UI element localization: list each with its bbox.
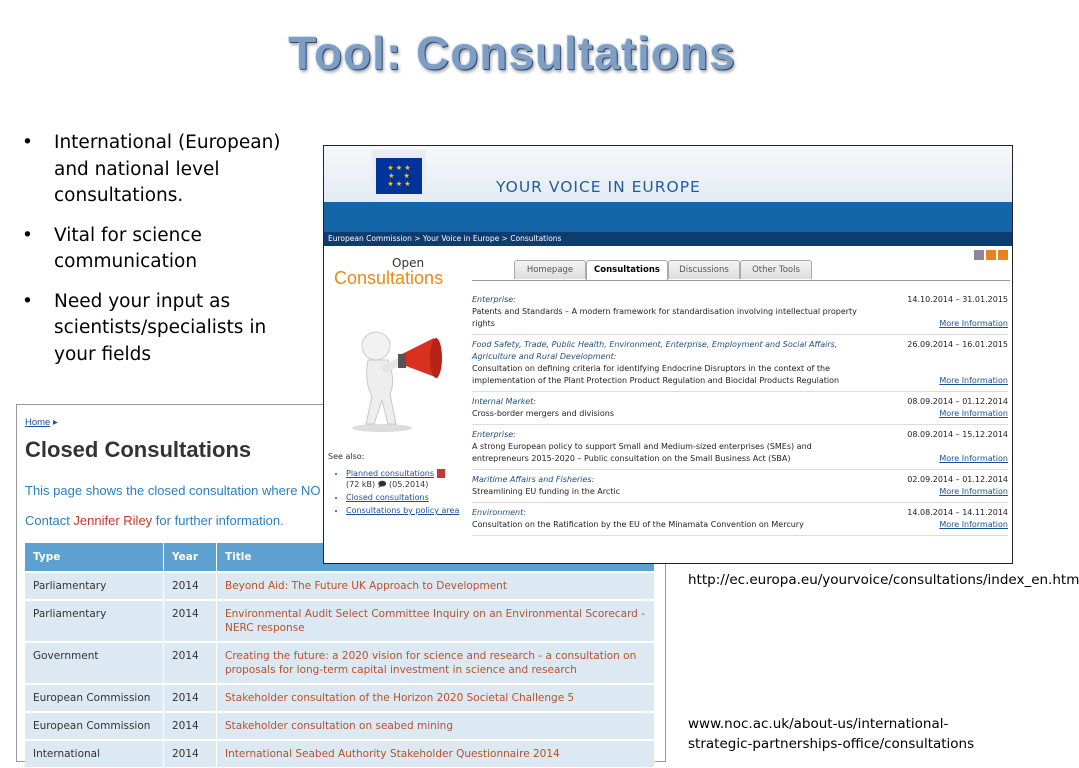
consultation-dates: 02.09.2014 – 01.12.2014 bbox=[907, 475, 1008, 484]
consultation-description: Consultation on defining criteria for identifying Endocrine Disruptors in the context of the implementation of the Plant Protection Product Regulation and Biocidal Products Regulation bbox=[472, 364, 840, 385]
consultation-dates: 08.09.2014 – 01.12.2014 bbox=[907, 397, 1008, 406]
more-information-link[interactable]: More Information bbox=[939, 520, 1008, 529]
cell-year: 2014 bbox=[164, 684, 217, 712]
consultation-description: Streamlining EU funding in the Arctic bbox=[472, 487, 621, 496]
see-also-item: • Planned consultations (72 kB) 🗩 (05.2014) bbox=[346, 468, 476, 490]
column-header: Title bbox=[217, 543, 655, 572]
consultation-row bbox=[472, 392, 1008, 425]
cell-title[interactable]: Creating the future: a 2020 vision for science and research - a consultation on proposals for long-term capital investment in science and research bbox=[217, 642, 655, 684]
eu-flag-icon: ★ ★ ★ ★ ★ ★ ★ ★ bbox=[376, 158, 422, 194]
slide-title: Tool: Consultations bbox=[288, 27, 736, 79]
cell-title[interactable]: Stakeholder consultation on seabed mining bbox=[217, 712, 655, 740]
cell-year: 2014 bbox=[164, 572, 217, 600]
cell-title[interactable]: Stakeholder consultation of the Horizon 2020 Societal Challenge 5 bbox=[217, 684, 655, 712]
consultation-row bbox=[472, 290, 1008, 335]
consultation-description: Cross-border mergers and divisions bbox=[472, 409, 615, 418]
closed-consultations-table bbox=[25, 543, 655, 767]
bullet-item: • Need your input as scientists/specialists in your fields bbox=[22, 290, 267, 365]
cell-type: European Commission bbox=[25, 684, 164, 712]
tab-homepage[interactable]: Homepage bbox=[514, 260, 586, 279]
more-information-link[interactable]: More Information bbox=[939, 409, 1008, 418]
breadcrumb[interactable]: European Commission > Your Voice in Europe > Consultations bbox=[324, 232, 1012, 246]
consultation-category: Food Safety, Trade, Public Health, Environment, Enterprise, Employment and Social Affairs, Agriculture and Rural Development: bbox=[472, 340, 838, 361]
cell-title[interactable]: International Seabed Authority Stakeholder Questionnaire 2014 bbox=[217, 740, 655, 767]
open-consultations-list bbox=[472, 290, 1008, 536]
table-row bbox=[25, 642, 655, 684]
cell-year: 2014 bbox=[164, 600, 217, 642]
tab-bar bbox=[472, 260, 1010, 281]
page-heading: Closed Consultations bbox=[25, 437, 252, 462]
print-icon[interactable] bbox=[974, 250, 984, 260]
cell-type: International bbox=[25, 740, 164, 767]
consultation-dates: 14.08.2014 – 14.11.2014 bbox=[907, 508, 1008, 517]
noc-url: www.noc.ac.uk/about-us/international-strategic-partnerships-office/consultations bbox=[688, 716, 975, 752]
table-row bbox=[25, 684, 655, 712]
tab-discussions[interactable]: Discussions bbox=[668, 260, 740, 279]
see-also-item bbox=[346, 505, 476, 516]
cell-year: 2014 bbox=[164, 740, 217, 767]
planned-consultations-link[interactable]: Planned consultations bbox=[346, 469, 434, 478]
consultation-category: Maritime Affairs and Fisheries: bbox=[472, 475, 595, 484]
cell-type: Parliamentary bbox=[25, 572, 164, 600]
cell-year: 2014 bbox=[164, 712, 217, 740]
consultation-row bbox=[472, 335, 1008, 392]
font-increase-icon[interactable] bbox=[998, 250, 1008, 260]
consultation-dates: 26.09.2014 – 16.01.2015 bbox=[907, 340, 1008, 349]
cell-title[interactable]: Environmental Audit Select Committee Inquiry on an Environmental Scorecard - NERC response bbox=[217, 600, 655, 642]
megaphone-figure-icon bbox=[342, 324, 452, 434]
column-header: Type bbox=[25, 543, 164, 572]
consultation-category: Internal Market: bbox=[472, 397, 536, 406]
font-decrease-icon[interactable] bbox=[986, 250, 996, 260]
consultation-description: Patents and Standards – A modern framework for standardisation involving intellectual property rights bbox=[472, 307, 857, 328]
consultation-dates: 14.10.2014 – 31.01.2015 bbox=[907, 295, 1008, 304]
table-row bbox=[25, 712, 655, 740]
table-row bbox=[25, 572, 655, 600]
consultation-dates: 08.09.2014 – 15.12.2014 bbox=[907, 430, 1008, 439]
consultation-row bbox=[472, 470, 1008, 503]
cell-title[interactable]: Beyond Aid: The Future UK Approach to Development bbox=[217, 572, 655, 600]
see-also-label: See also: bbox=[328, 452, 365, 461]
table-row bbox=[25, 740, 655, 767]
consultations-label: Consultations bbox=[334, 268, 444, 288]
policy-area-link[interactable]: Consultations by policy area bbox=[346, 506, 460, 515]
consultation-row bbox=[472, 425, 1008, 470]
consultation-row bbox=[472, 503, 1008, 536]
cell-type: European Commission bbox=[25, 712, 164, 740]
tab-other-tools[interactable]: Other Tools bbox=[740, 260, 812, 279]
more-information-link[interactable]: More Information bbox=[939, 319, 1008, 328]
table-row bbox=[25, 600, 655, 642]
bullet-list bbox=[22, 130, 312, 381]
intro-text: This page shows the closed consultation where NO bbox=[25, 483, 321, 498]
consultation-description: Consultation on the Ratification by the EU of the Minamata Convention on Mercury bbox=[472, 520, 804, 529]
chevron-right-icon: ▸ bbox=[52, 417, 58, 428]
pdf-icon bbox=[437, 469, 445, 478]
see-also-list bbox=[336, 468, 476, 518]
closed-consultations-link[interactable]: Closed consultations bbox=[346, 493, 429, 502]
tab-consultations[interactable]: Consultations bbox=[586, 260, 668, 280]
contact-text: Contact Jennifer Riley for further information. bbox=[25, 513, 284, 528]
cell-type: Government bbox=[25, 642, 164, 684]
more-information-link[interactable]: More Information bbox=[939, 376, 1008, 385]
column-header: Year bbox=[164, 543, 217, 572]
your-voice-screenshot bbox=[323, 145, 1013, 564]
bullet-item: • International (European) and national level consultations. bbox=[22, 132, 281, 206]
home-link[interactable]: Home bbox=[25, 417, 51, 428]
see-also-item bbox=[346, 492, 476, 503]
eu-url: http://ec.europa.eu/yourvoice/consultations/index_en.htm bbox=[688, 572, 1079, 588]
breadcrumb bbox=[25, 417, 58, 428]
consultation-category: Enterprise: bbox=[472, 430, 516, 439]
contact-link[interactable]: Jennifer Riley bbox=[73, 513, 153, 528]
consultation-description: A strong European policy to support Small and Medium-sized enterprises (SMEs) and entrepreneurs 2015-2020 – Public consultation on the Small Business Act (SBA) bbox=[472, 442, 812, 463]
cell-year: 2014 bbox=[164, 642, 217, 684]
bullet-item: • Vital for science communication bbox=[22, 224, 202, 272]
more-information-link[interactable]: More Information bbox=[939, 487, 1008, 496]
site-title: YOUR VOICE IN EUROPE bbox=[496, 178, 701, 196]
consultation-category: Environment: bbox=[472, 508, 526, 517]
cell-type: Parliamentary bbox=[25, 600, 164, 642]
banner-bar bbox=[324, 202, 1012, 232]
consultation-category: Enterprise: bbox=[472, 295, 516, 304]
open-label: Open bbox=[392, 256, 425, 270]
more-information-link[interactable]: More Information bbox=[939, 454, 1008, 463]
